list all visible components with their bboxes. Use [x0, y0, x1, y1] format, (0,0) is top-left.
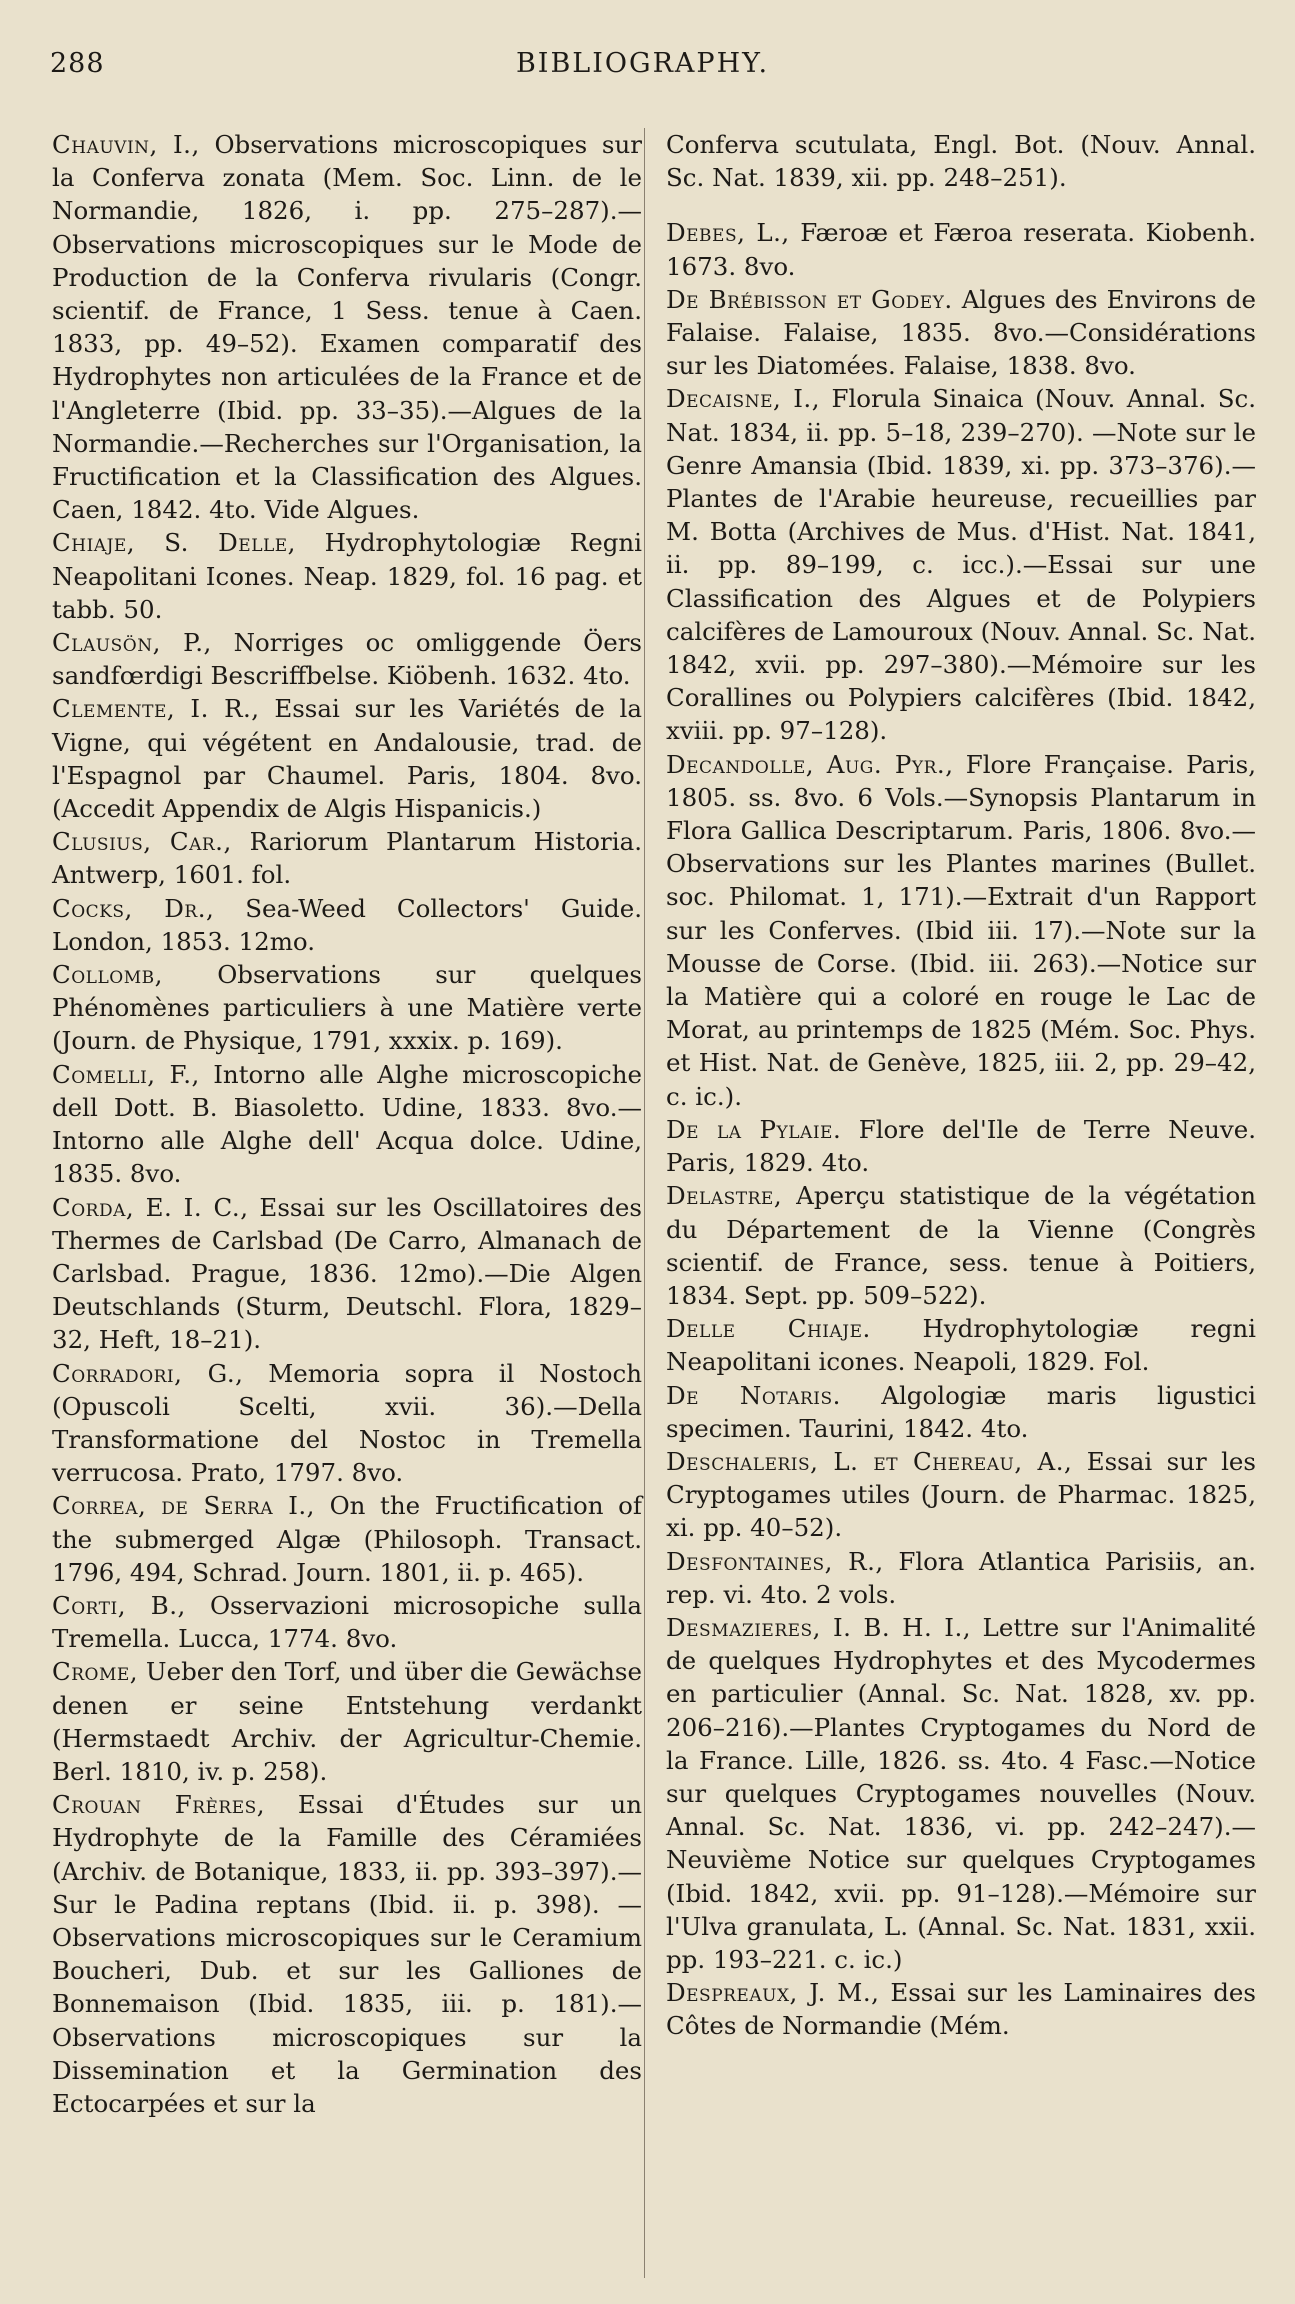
entry-author: Corradori, G., [52, 1358, 244, 1388]
bibliography-entry [52, 1655, 642, 1788]
running-head: BIBLIOGRAPHY. [515, 48, 770, 79]
entry-text: Sea-Weed Collectors' Guide. London, 1853. 12mo. [52, 893, 642, 956]
bibliography-entry [52, 692, 642, 825]
entry-text: Flora Atlantica Parisiis, an. rep. vi. 4to. 2 vols. [666, 1546, 1256, 1609]
entry-text: Osservazioni microsopiche sulla Tremella. Lucca, 1774. 8vo. [52, 1590, 642, 1654]
entry-author: De Brébisson et Godey. [666, 284, 953, 314]
entry-text: Færoæ et Færoa reserata. Kiobenh. 1673. 8vo. [666, 218, 1256, 281]
bibliography-entry [52, 825, 642, 891]
entry-text: Norriges oc omliggende Öers sandfœrdigi Bescriffbelse. Kiöbenh. 1632. 4to. [52, 628, 642, 691]
bibliography-entry [666, 382, 1256, 747]
entry-author: Comelli, F., [52, 1059, 200, 1089]
bibliography-entry [666, 216, 1256, 282]
bibliography-entry [666, 1179, 1256, 1312]
entry-author: Correa, de Serra I., [52, 1491, 315, 1521]
bibliography-entry [666, 1545, 1256, 1611]
entry-text: Hydrophytologiæ Regni Neapolitani Icones. Neap. 1829, fol. 16 pag. et tabb. 50. [52, 528, 642, 624]
entry-author: Despreaux, J. M., [666, 1978, 880, 2008]
left-column [52, 128, 642, 2120]
entry-text: Memoria sopra il Nostoch (Opuscoli Scelti, xvii. 36).—Della Transformatione del Nostoc in Tremella verrucosa. Prato, 1797. 8vo. [52, 1358, 642, 1488]
bibliography-entry [666, 1611, 1256, 1976]
entry-author: Crouan Frères, [52, 1790, 266, 1820]
entry-gap [666, 194, 1256, 216]
bibliography-entry [52, 626, 642, 692]
entry-text: Flore Française. Paris, 1805. ss. 8vo. 6 Vols.—Synopsis Plantarum in Flora Gallica Descriptarum. Paris, 1806. 8vo.—Observations sur les Plantes marines (Bullet. soc. Philomat. 1, 171).—Extrait d'un Rapport sur les Conferves. (Ibid iii. 17).—Note sur la Mousse de Corse. (Ibid. iii. 263).—Notice sur la Matière qui a coloré en rouge le Lac de Morat, au printemps de 1825 (Mém. Soc. Phys. et Hist. Nat. de Genève, 1825, iii. 2, pp. 29–42, c. ic.). [666, 749, 1256, 1111]
entry-text: Essai d'Études sur un Hydrophyte de la Famille des Céramiées (Archiv. de Botanique, 1833, ii. pp. 393–397).—Sur le Padina reptans (Ibid. ii. p. 398). — Observations microscopiques sur le Ceramium Boucheri, Dub. et sur les Galliones de Bonnemaison (Ibid. 1835, iii. p. 181).—Observations microscopiques sur la Dissemination et la Germination des Ectocarpées et sur la [52, 1790, 642, 2118]
entry-text: Essai sur les Cryptogames utiles (Journ. de Pharmac. 1825, xi. pp. 40–52). [666, 1446, 1256, 1543]
entry-text: Conferva scutulata, Engl. Bot. (Nouv. Annal. Sc. Nat. 1839, xii. pp. 248–251). [666, 130, 1256, 193]
bibliography-entry [52, 958, 642, 1058]
entry-author: Clausön, P., [52, 628, 212, 658]
entry-text: Flore del'Ile de Terre Neuve. Paris, 1829. 4to. [666, 1114, 1256, 1178]
entry-text: Hydrophytologiæ regni Neapolitani icones. Neapoli, 1829. Fol. [666, 1314, 1256, 1377]
entry-author: Desfontaines, R., [666, 1546, 884, 1576]
entry-author: Delastre, [666, 1181, 783, 1211]
bibliography-entry [666, 1445, 1256, 1545]
bibliography-entry [52, 526, 642, 626]
entry-text: Rariorum Plantarum Historia. Antwerp, 1601. fol. [52, 827, 642, 890]
bibliography-entry [52, 1489, 642, 1589]
column-divider [644, 128, 645, 2278]
bibliography-entry [52, 1058, 642, 1191]
bibliography-entry [666, 1113, 1256, 1179]
entry-author: Decaisne, I., [666, 384, 820, 414]
entry-text: Ueber den Torf, und über die Gewächse denen er seine Entstehung verdankt (Hermstaedt Archiv. der Agricultur-Chemie. Berl. 1810, iv. p. 258). [52, 1657, 642, 1786]
entry-text: Algologiæ maris ligustici specimen. Taurini, 1842. 4to. [666, 1380, 1256, 1443]
entry-text: Observations microscopiques sur la Conferva zonata (Mem. Soc. Linn. de le Normandie, 1826, i. pp. 275–287).—Observations microscopiques sur le Mode de Production de la Conferva rivularis (Congr. scientif. de France, 1 Sess. tenue à Caen. 1833, pp. 49–52). Examen comparatif des Hydrophytes non articulées de la France et de l'Angleterre (Ibid. pp. 33–35).—Algues de la Normandie.—Recherches sur l'Organisation, la Fructification et la Classification des Algues. Caen, 1842. 4to. Vide Algues. [52, 130, 642, 525]
entry-text: Intorno alle Alghe microscopiche dell Dott. B. Biasoletto. Udine, 1833. 8vo.—Intorno alle Alghe dell' Acqua dolce. Udine, 1835. 8vo. [52, 1059, 642, 1189]
bibliography-entry [52, 1788, 642, 2120]
page-number: 288 [50, 48, 105, 79]
entry-author: Crome, [52, 1657, 139, 1687]
entry-author: Corda, E. I. C., [52, 1192, 249, 1222]
bibliography-entry [666, 1312, 1256, 1378]
entry-author: De la Pylaie. [666, 1114, 842, 1144]
bibliography-entry [52, 1589, 642, 1655]
entry-text: Aperçu statistique de la végétation du Département de la Vienne (Congrès scientif. de France, sess. tenue à Poitiers, 1834. Sept. pp. 509–522). [666, 1181, 1256, 1310]
entry-text: Essai sur les Variétés de la Vigne, qui végétent en Andalousie, trad. de l'Espagnol par Chaumel. Paris, 1804. 8vo. (Accedit Appendix de Algis Hispanicis.) [52, 694, 642, 824]
page-header [50, 44, 1235, 94]
entry-author: Debes, L., [666, 218, 790, 248]
bibliography-entry [666, 1379, 1256, 1445]
bibliography-entry [52, 128, 642, 526]
entry-author: Delle Chiaje. [666, 1314, 871, 1344]
bibliography-entry [52, 892, 642, 958]
entry-text: Florula Sinaica (Nouv. Annal. Sc. Nat. 1834, ii. pp. 5–18, 239–270). —Note sur le Genre Amansia (Ibid. 1839, xi. pp. 373–376).—Plantes de l'Arabie heureuse, recueillies par M. Botta (Archives de Mus. d'Hist. Nat. 1841, ii. pp. 89–199, c. icc.).—Essai sur une Classification des Algues et de Polypiers calcifères de Lamouroux (Nouv. Annal. Sc. Nat. 1842, xvii. pp. 297–380).—Mémoire sur les Corallines ou Polypiers calcifères (Ibid. 1842, xviii. pp. 97–128). [666, 384, 1256, 746]
bibliography-entry [666, 748, 1256, 1113]
entry-author: Chauvin, I., [52, 130, 200, 159]
entry-text: Lettre sur l'Animalité de quelques Hydrophytes et des Mycodermes en particulier (Annal. Sc. Nat. 1828, xv. pp. 206–216).—Plantes Cryptogames du Nord de la France. Lille, 1826. ss. 4to. 4 Fasc.—Notice sur quelques Cryptogames nouvelles (Nouv. Annal. Sc. Nat. 1836, vi. pp. 242–247).—Neuvième Notice sur quelques Cryptogames (Ibid. 1842, xvii. pp. 91–128).—Mémoire sur l'Ulva granulata, L. (Annal. Sc. Nat. 1831, xxii. pp. 193–221. c. ic.) [666, 1612, 1256, 1974]
entry-author: Cocks, Dr., [52, 893, 215, 923]
entry-text: Essai sur les Laminaires des Côtes de Normandie (Mém. [666, 1978, 1256, 2041]
right-column [666, 128, 1256, 2043]
bibliography-entry [52, 1357, 642, 1490]
entry-author: Chiaje, S. Delle, [52, 528, 296, 558]
entry-author: Corti, B., [52, 1590, 186, 1620]
entry-author: Collomb, [52, 960, 163, 990]
entry-text: Observations sur quelques Phénomènes particuliers à une Matière verte (Journ. de Physique, 1791, xxxix. p. 169). [52, 960, 642, 1056]
bibliography-entry [666, 128, 1256, 194]
entry-text: Algues des Environs de Falaise. Falaise, 1835. 8vo.—Considérations sur les Diatomées. Falaise, 1838. 8vo. [666, 284, 1257, 381]
entry-author: Clusius, Car., [52, 827, 232, 857]
bibliography-entry [52, 1191, 642, 1357]
entry-text: On the Fructification of the submerged Algæ (Philosoph. Transact. 1796, 494, Schrad. Journ. 1801, ii. p. 465). [52, 1491, 643, 1587]
entry-text: Essai sur les Oscillatoires des Thermes de Carlsbad (De Carro, Almanach de Carlsbad. Prague, 1836. 12mo).—Die Algen Deutschlands (Sturm, Deutschl. Flora, 1829–32, Heft, 18–21). [52, 1192, 642, 1355]
entry-author: Deschaleris, L. et Chereau, A., [666, 1446, 1073, 1476]
bibliography-entry [666, 1976, 1256, 2042]
bibliography-entry [666, 283, 1256, 383]
entry-author: Decandolle, Aug. Pyr., [666, 749, 954, 779]
entry-author: Clemente, I. R., [52, 694, 260, 724]
entry-author: De Notaris. [666, 1380, 841, 1410]
entry-author: Desmazieres, I. B. H. I., [666, 1612, 972, 1642]
